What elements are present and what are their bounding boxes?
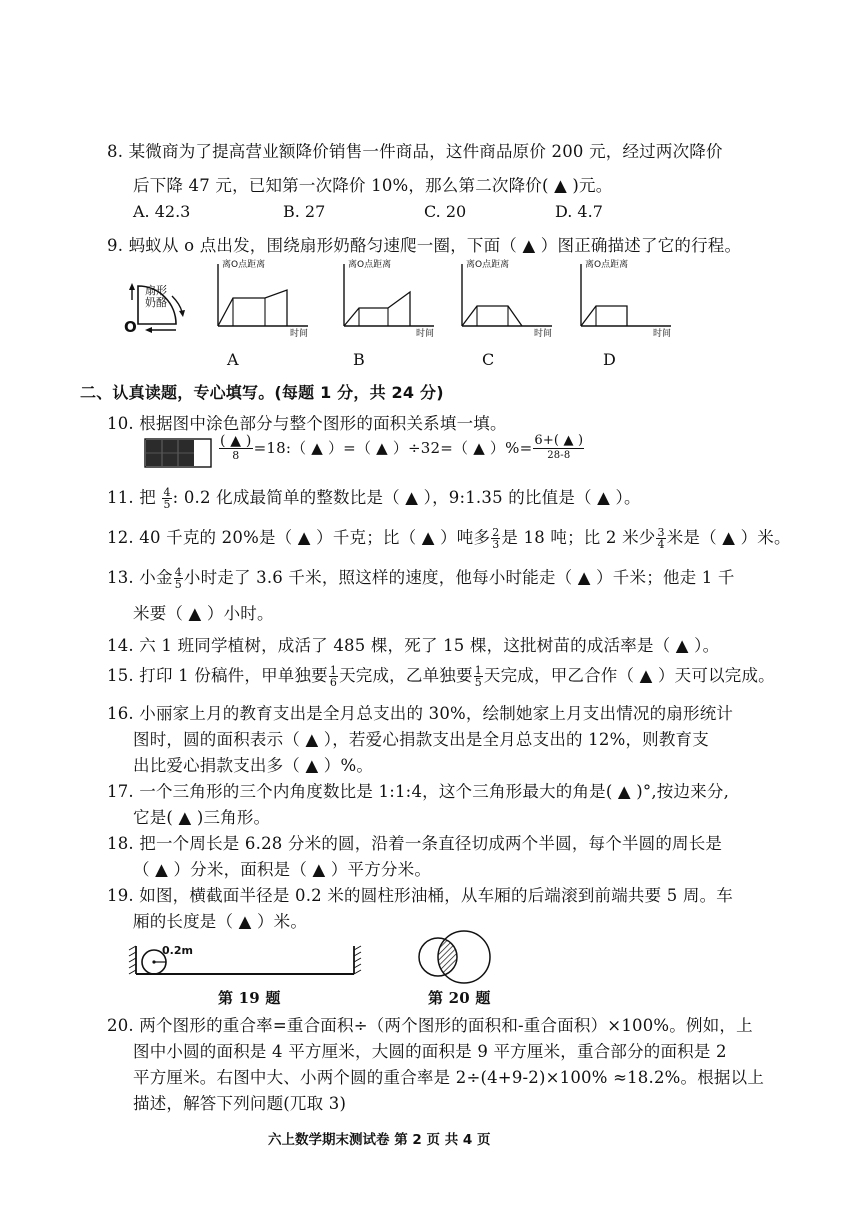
graph-c-x-label: 时间: [534, 329, 553, 339]
q20-line2: 图中小圆的面积是 4 平方厘米，大圆的面积是 9 平方厘米，重合部分的面积是 2: [133, 1042, 727, 1061]
q10-shaded-rectangle: [144, 438, 212, 468]
graph-d-y-label: 离O点距离: [585, 260, 629, 270]
q11-fraction: $\frac{4}{5}$: [163, 486, 171, 511]
q13-line2: 米要（ ▲ ）小时。: [133, 604, 274, 623]
q20-line3: 平方厘米。右图中大、小两个圆的重合率是 2÷(4+9-2)×100% ≈18.2%。根据以上: [133, 1068, 765, 1087]
graph-b: [338, 258, 440, 338]
q10-fraction-1: $\frac{( ▲ )}{8}$: [220, 433, 252, 462]
q10-fraction-2: $\frac{6+( ▲ )}{28-8}$: [534, 433, 584, 461]
q16-line2: 图时，圆的面积表示（ ▲ ），若爱心捐款支出是全月总支出的 12%，则教育支: [133, 730, 709, 749]
q19-caption: 第 19 题: [218, 989, 281, 1007]
q8-option-c: C. 20: [424, 202, 467, 221]
q17-line1: 17. 一个三角形的三个内角度数比是 1:1:4，这个三角形最大的角是( ▲ )°,按边来分,: [107, 782, 730, 801]
q17-line2: 它是( ▲ )三角形。: [133, 808, 271, 827]
q9-line1: 9. 蚂蚁从 o 点出发，围绕扇形奶酪匀速爬一圈，下面（ ▲ ）图正确描述了它的行程。: [107, 236, 742, 255]
q11-line: 11. 把 $\frac{4}{5}$ : 0.2 化成最简单的整数比是（ ▲ ），9:1.35 的比值是（ ▲ ）。: [107, 486, 641, 511]
q14-line: 14. 六 1 班同学植树，成活了 485 棵，死了 15 棵，这批树苗的成活率是（ ▲ ）。: [107, 636, 720, 655]
q20-line4: 描述，解答下列问题(兀取 3): [133, 1094, 347, 1113]
q18-line1: 18. 把一个周长是 6.28 分米的圆，沿着一条直径切成两个半圆，每个半圆的周长是: [107, 834, 723, 853]
q8-option-d: D. 4.7: [555, 202, 603, 221]
q8-line2: 后下降 47 元，已知第一次降价 10%，那么第二次降价( ▲ )元。: [133, 176, 613, 195]
q19-line1: 19. 如图，横截面半径是 0.2 米的圆柱形油桶，从车厢的后端滚到前端共要 5 周。车: [107, 886, 734, 905]
graph-d-x-label: 时间: [653, 329, 672, 339]
q10-text: 10. 根据图中涂色部分与整个图形的面积关系填一填。: [107, 414, 507, 433]
q18-line2: （ ▲ ）分米，面积是（ ▲ ）平方分米。: [133, 860, 432, 879]
graph-a-y-label: 离O点距离: [222, 260, 266, 270]
q12-fraction-2: $\frac{3}{4}$: [657, 526, 665, 551]
q10-equation: $\frac{( ▲ )}{8}$ =18:（ ▲ ）=（ ▲ ）÷32=（ ▲ ）%= $\frac{6+( ▲ )}{28-8}$: [220, 433, 584, 462]
q12-line: 12. 40 千克的 20%是（ ▲ ）千克；比（ ▲ ）吨多 $\frac{2}{3}$ 是 18 吨；比 2 米少 $\frac{3}{4}$ 米是（ ▲ ）米。: [107, 526, 791, 551]
q8-line1: 8. 某微商为了提高营业额降价销售一件商品，这件商品原价 200 元，经过两次降价: [107, 142, 723, 161]
q19-radius-label: 0.2m: [162, 944, 193, 957]
graph-c-y-label: 离O点距离: [466, 260, 510, 270]
origin-label: O: [124, 318, 137, 336]
q13-line1: 13. 小金 $\frac{4}{5}$ 小时走了 3.6 千米，照这样的速度，他每小时能走（ ▲ ）千米；他走 1 千: [107, 566, 735, 591]
sector-label: 扇形奶酪: [145, 284, 167, 309]
q8-option-b: B. 27: [283, 202, 326, 221]
graph-c: [456, 258, 558, 338]
graph-d: [575, 258, 677, 338]
q19-truck-figure: [128, 938, 368, 984]
graph-b-y-label: 离O点距离: [348, 260, 392, 270]
graph-b-x-label: 时间: [416, 329, 435, 339]
q15-fraction-2: $\frac{1}{5}$: [474, 664, 482, 689]
q8-option-a: A. 42.3: [133, 202, 191, 221]
q16-line3: 出比爱心捐款支出多（ ▲ ）%。: [133, 756, 374, 775]
graph-a-x-label: 时间: [290, 329, 309, 339]
q15-fraction-1: $\frac{1}{6}$: [329, 664, 338, 689]
q13-fraction: $\frac{4}{5}$: [174, 566, 182, 591]
q16-line1: 16. 小丽家上月的教育支出是全月总支出的 30%，绘制她家上月支出情况的扇形统计: [107, 704, 734, 723]
q20-venn-figure: [408, 928, 500, 986]
graph-letter-a: A: [227, 350, 239, 369]
graph-letter-d: D: [603, 350, 616, 369]
section-2-heading: 二、认真读题，专心填写。(每题 1 分，共 24 分): [80, 383, 444, 402]
page-footer: 六上数学期末测试卷 第 2 页 共 4 页: [268, 1132, 491, 1148]
q15-line: 15. 打印 1 份稿件，甲单独要 $\frac{1}{6}$ 天完成，乙单独要 $\frac{1}{5}$ 天完成，甲乙合作（ ▲ ）天可以完成。: [107, 664, 775, 689]
q20-caption: 第 20 题: [428, 989, 491, 1007]
graph-letter-c: C: [482, 350, 495, 369]
graph-a: [212, 258, 314, 338]
graph-letter-b: B: [353, 350, 365, 369]
q19-line2: 厢的长度是（ ▲ ）米。: [133, 912, 308, 931]
q20-line1: 20. 两个图形的重合率=重合面积÷（两个图形的面积和-重合面积）×100%。例如，上: [107, 1016, 753, 1035]
q12-fraction-1: $\frac{2}{3}$: [492, 526, 500, 551]
